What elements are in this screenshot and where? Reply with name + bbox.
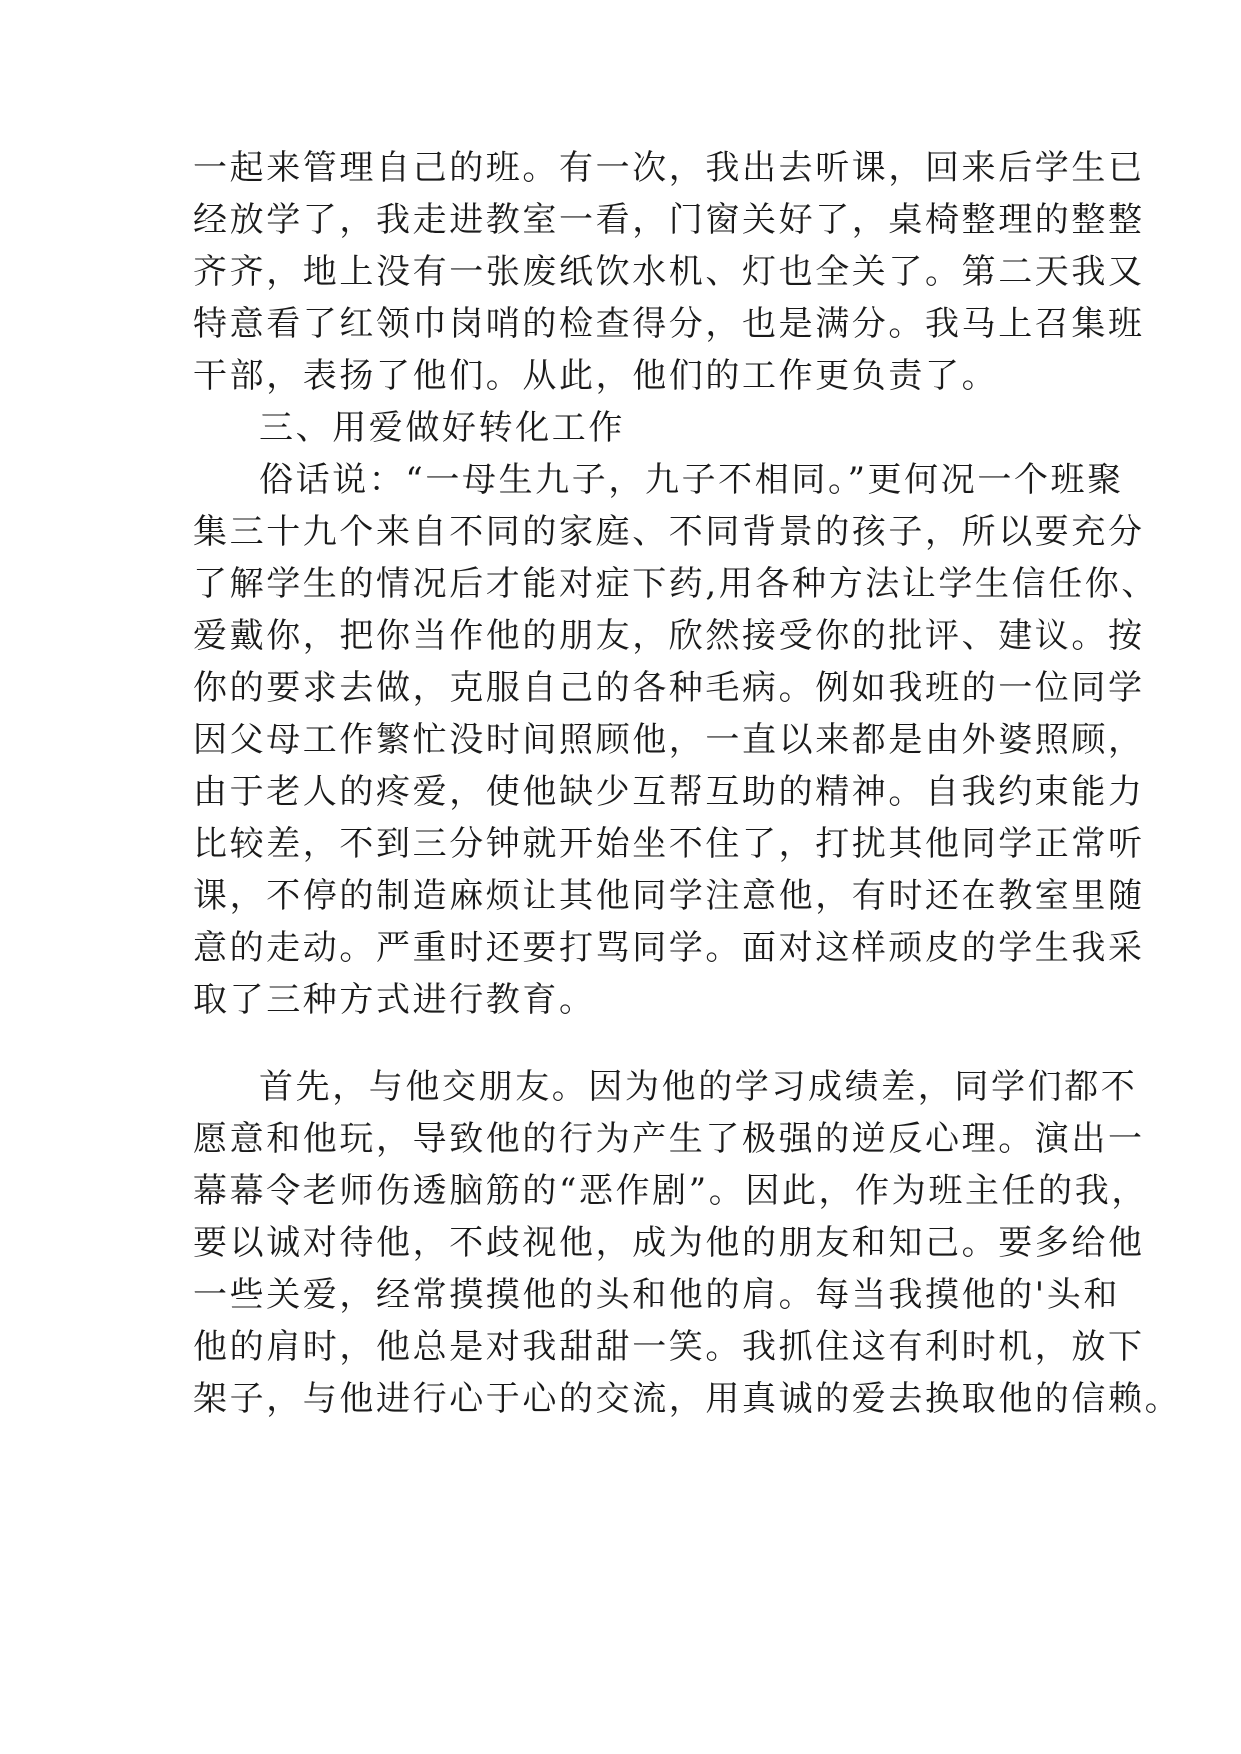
paragraph-2-line: 由于老人的疼爱，使他缺少互帮互助的精神。自我约束能力 bbox=[193, 772, 1145, 812]
paragraph-2-line: 集三十九个来自不同的家庭、不同背景的孩子，所以要充分 bbox=[193, 512, 1145, 552]
paragraph-3-line: 他的肩时，他总是对我甜甜一笑。我抓住这有利时机，放下 bbox=[193, 1327, 1145, 1367]
paragraph-1-line: 特意看了红领巾岗哨的检查得分，也是满分。我马上召集班 bbox=[193, 304, 1145, 344]
paragraph-2-line: 比较差，不到三分钟就开始坐不住了，打扰其他同学正常听 bbox=[193, 824, 1145, 864]
paragraph-3-line: 架子，与他进行心于心的交流，用真诚的爱去换取他的信赖。 bbox=[193, 1379, 1182, 1419]
paragraph-2-line: 取了三种方式进行教育。 bbox=[193, 980, 596, 1020]
paragraph-2-line: 了解学生的情况后才能对症下药,用各种方法让学生信任你、 bbox=[193, 564, 1159, 604]
paragraph-1-line: 齐齐，地上没有一张废纸饮水机、灯也全关了。第二天我又 bbox=[193, 252, 1145, 292]
paragraph-1-line: 经放学了，我走进教室一看，门窗关好了，桌椅整理的整整 bbox=[193, 200, 1145, 240]
paragraph-2-line: 俗话说：“一母生九子，九子不相同。”更何况一个班聚 bbox=[259, 460, 1124, 500]
paragraph-3-line: 愿意和他玩，导致他的行为产生了极强的逆反心理。演出一 bbox=[193, 1119, 1145, 1159]
paragraph-3-line: 要以诚对待他，不歧视他，成为他的朋友和知己。要多给他 bbox=[193, 1223, 1145, 1263]
paragraph-1-line: 一起来管理自己的班。有一次，我出去听课，回来后学生已 bbox=[193, 148, 1145, 188]
paragraph-2-line: 因父母工作繁忙没时间照顾他，一直以来都是由外婆照顾， bbox=[193, 720, 1145, 760]
paragraph-3-line: 首先，与他交朋友。因为他的学习成绩差，同学们都不 bbox=[259, 1067, 1138, 1107]
paragraph-2-line: 你的要求去做，克服自己的各种毛病。例如我班的一位同学 bbox=[193, 668, 1145, 708]
paragraph-1-line: 干部，表扬了他们。从此，他们的工作更负责了。 bbox=[193, 356, 999, 396]
paragraph-2-line: 爱戴你，把你当作他的朋友，欣然接受你的批评、建议。按 bbox=[193, 616, 1145, 656]
paragraph-3-line: 一些关爱，经常摸摸他的头和他的肩。每当我摸他的'头和 bbox=[193, 1275, 1120, 1315]
paragraph-2-line: 意的走动。严重时还要打骂同学。面对这样顽皮的学生我采 bbox=[193, 928, 1145, 968]
section-heading: 三、用爱做好转化工作 bbox=[259, 408, 625, 448]
paragraph-3-line: 幕幕令老师伤透脑筋的“恶作剧”。因此，作为班主任的我， bbox=[193, 1171, 1148, 1211]
paragraph-2-line: 课，不停的制造麻烦让其他同学注意他，有时还在教室里随 bbox=[193, 876, 1145, 916]
